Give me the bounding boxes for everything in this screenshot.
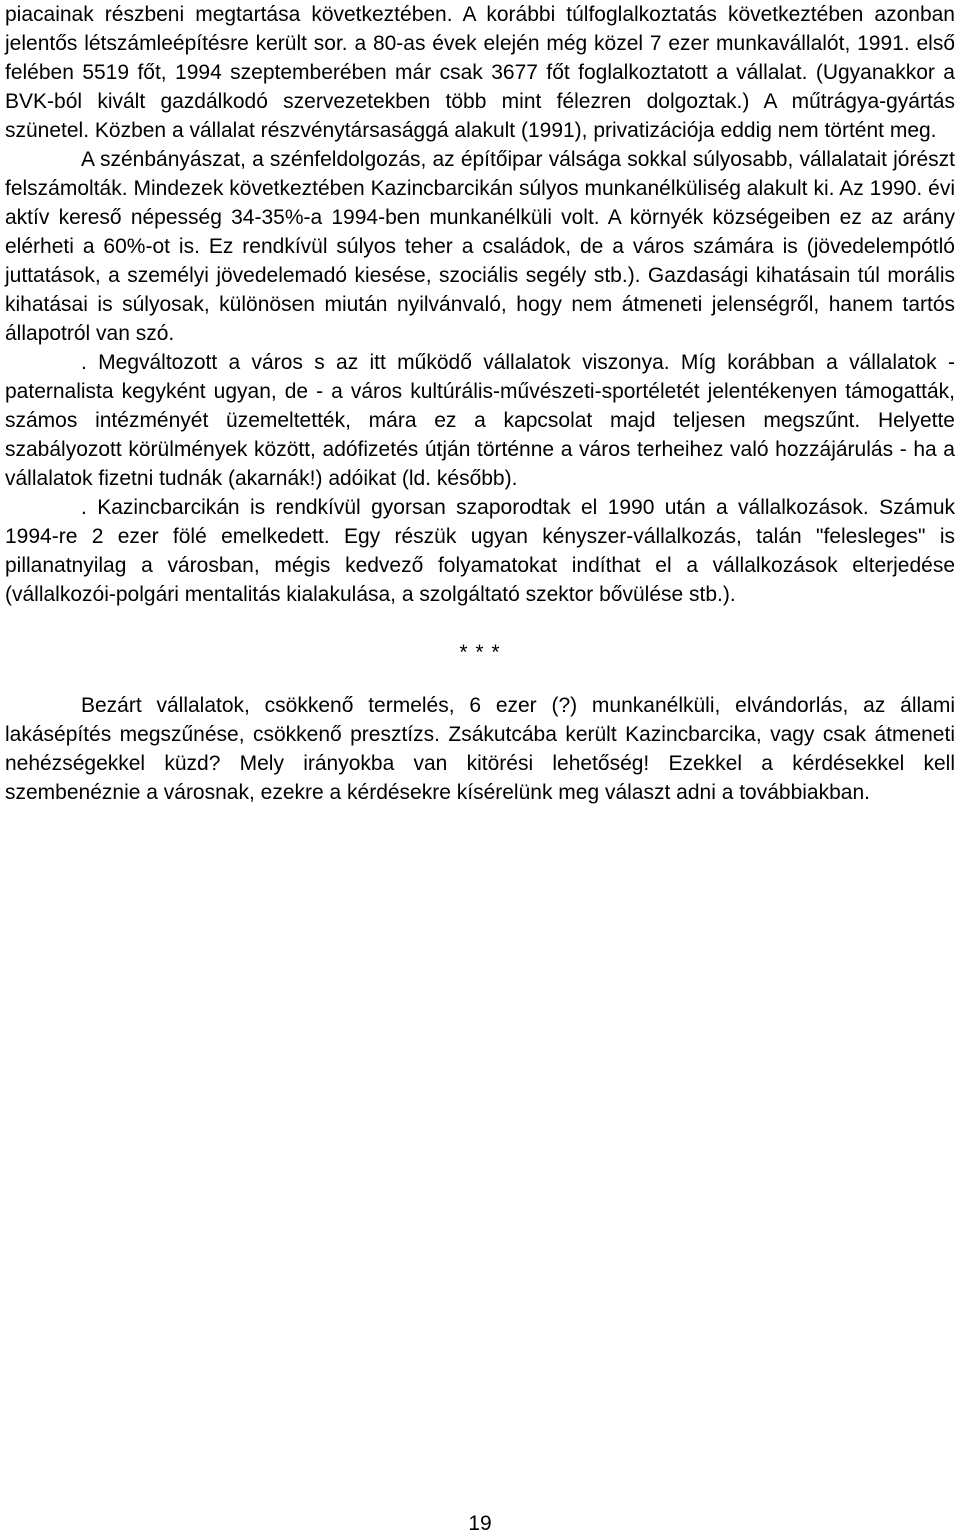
- paragraph-enterprises: . Kazincbarcikán is rendkívül gyorsan szaporodtak el 1990 után a vállalkozások. Számuk 1994-re 2 ezer fölé emelkedett. Egy részük ugyan kényszer-vállalkozás, talán "felesleges" is pillanatnyilag a városban, mégis kedvező folyamatokat indíthat el a vállalkozások elterjedése (vállalkozói-polgári mentalitás kialakulása, a szolgáltató szektor bővülése stb.).: [5, 496, 955, 606]
- document-body: [5, 0, 955, 807]
- paragraph-city-company-relations: . Megváltozott a város s az itt működő vállalatok viszonya. Míg korábban a vállalatok - paternalista kegyként ugyan, de - a város kultúrális-művészeti-sportéletét jelentékenyen támogatták, számos intézményét üzemeltették, mára ez a kapcsolat majd teljesen megszűnt. Helyette szabályozott körülmények között, adófizetés útján történne a város terheihez való hozzájárulás - ha a vállalatok fizetni tudnák (akarnák!) adóikat (ld. később).: [5, 351, 955, 490]
- paragraph-closing: Bezárt vállalatok, csökkenő termelés, 6 ezer (?) munkanélküli, elvándorlás, az állami lakásépítés megszűnése, csökkenő presztízs. Zsákutcába került Kazincbarcika, vagy csak átmeneti nehézségekkel küzd? Mely irányokba van kitörési lehetőség! Ezekkel a kérdésekkel kell szembenéznie a városnak, ezekre a kérdésekre kísérelünk meg választ adni a továbbiakban.: [5, 694, 955, 804]
- section-separator: * * *: [459, 641, 501, 664]
- page-number: 19: [468, 1512, 492, 1535]
- paragraph-unemployment: A szénbányászat, a szénfeldolgozás, az építőipar válsága sokkal súlyosabb, vállalatait jórészt felszámolták. Mindezek következtében Kazincbarcikán súlyos munkanélküliség alakult ki. Az 1990. évi aktív kereső népesség 34-35%-a 1994-ben munkanélküli volt. A környék községeiben ez az arány elérheti a 60%-ot is. Ez rendkívül súlyos teher a családok, de a város számára is (jövedelempótló juttatások, a személyi jövedelemadó kiesése, szociális segély stb.). Gazdasági kihatásain túl morális kihatásai is súlyosak, különösen miután nyilvánvaló, hogy nem átmeneti jelenségről, hanem tartós állapotról van szó.: [5, 148, 955, 345]
- spacer: [5, 667, 955, 691]
- paragraph-employment: piacainak részbeni megtartása következtében. A korábbi túlfoglalkoztatás következtében azonban jelentős létszámleépítésre került sor. a 80-as évek elején még közel 7 ezer munkavállalót, 1991. első felében 5519 főt, 1994 szeptemberében már csak 3677 főt foglalkoztatott a vállalat. (Ugyanakkor a BVK-ból kivált gazdálkodó szervezetekben több mint félezren dolgoztak.) A műtrágya-gyártás szünetel. Közben a vállalat részvénytársasággá alakult (1991), privatizációja eddig nem történt meg.: [5, 3, 955, 142]
- spacer: [5, 609, 955, 638]
